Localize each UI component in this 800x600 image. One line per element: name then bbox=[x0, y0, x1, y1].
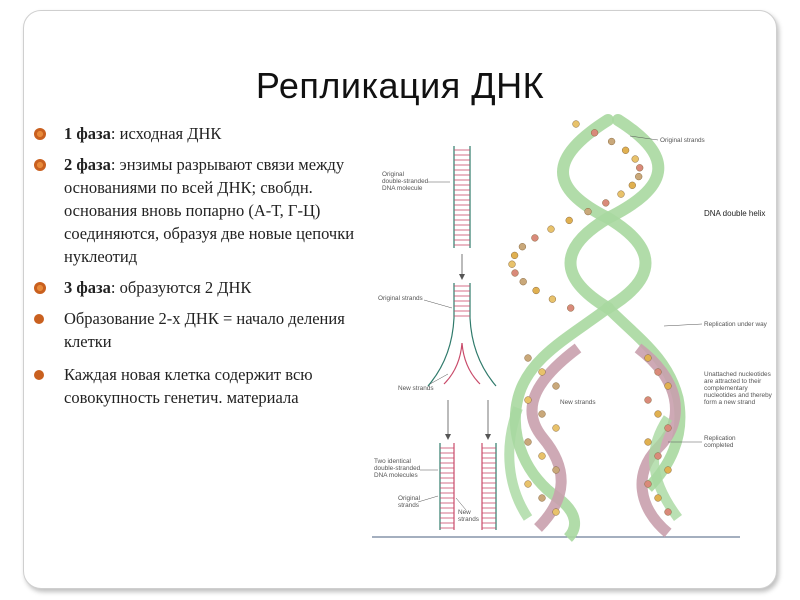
bullet-cell-division bbox=[34, 307, 364, 353]
nucleotide-base bbox=[567, 305, 574, 312]
nucleotide-base bbox=[533, 287, 540, 294]
nucleotide-base bbox=[519, 243, 526, 250]
nucleotide-base bbox=[525, 439, 532, 446]
nucleotide-base bbox=[509, 261, 516, 268]
label-original-strands-2a: Original bbox=[398, 495, 421, 502]
nucleotide-base bbox=[636, 164, 643, 171]
label-unattached-5: form a new strand bbox=[704, 399, 756, 406]
label-unattached-3: complementary bbox=[704, 385, 748, 392]
nucleotide-base bbox=[553, 467, 560, 474]
nucleotide-base bbox=[665, 383, 672, 390]
label-two-identical-1: Two identical bbox=[374, 458, 411, 465]
label-two-identical-3: DNA molecules bbox=[374, 472, 418, 479]
nucleotide-base bbox=[655, 495, 662, 502]
label-replication-completed-2: completed bbox=[704, 442, 734, 449]
replication-fork bbox=[428, 283, 496, 386]
nucleotide-base bbox=[553, 509, 560, 516]
daughter-ladder-left bbox=[440, 443, 454, 530]
nucleotide-base bbox=[525, 481, 532, 488]
orange-dot-bullet-icon bbox=[34, 314, 44, 324]
nucleotide-base bbox=[622, 147, 629, 154]
nucleotide-base bbox=[645, 439, 652, 446]
nucleotide-base bbox=[549, 296, 556, 303]
nucleotide-base bbox=[539, 453, 546, 460]
nucleotide-base bbox=[632, 156, 639, 163]
label-helix-new-strands: New strands bbox=[560, 399, 596, 406]
label-original-molecule-2: double-stranded bbox=[382, 178, 429, 185]
nucleotide-base bbox=[629, 182, 636, 189]
bullet-text: Каждая новая клетка содержит всю совокупность генетич. материала bbox=[64, 365, 313, 407]
nucleotide-base bbox=[553, 425, 560, 432]
dna-helix-illustration bbox=[509, 120, 680, 538]
orange-star-bullet-icon bbox=[34, 282, 46, 294]
bullet-bold: 1 фаза bbox=[64, 124, 111, 143]
label-replication-under-way: Replication under way bbox=[704, 321, 767, 328]
nucleotide-base bbox=[645, 355, 652, 362]
nucleotide-base bbox=[655, 369, 662, 376]
nucleotide-base bbox=[511, 252, 518, 259]
daughter-ladder-right bbox=[482, 443, 496, 530]
bullet-list bbox=[34, 122, 364, 417]
nucleotide-base bbox=[665, 467, 672, 474]
bullet-text: Образование 2-х ДНК = начало деления клетки bbox=[64, 309, 345, 351]
nucleotide-base bbox=[602, 200, 609, 207]
nucleotide-base bbox=[665, 509, 672, 516]
nucleotide-base bbox=[573, 121, 580, 128]
bullet-bold: 3 фаза bbox=[64, 278, 111, 297]
nucleotide-base bbox=[525, 397, 532, 404]
label-new-strands-2a: New bbox=[458, 509, 471, 516]
bullet-phase-3 bbox=[34, 276, 364, 299]
label-new-strands: New strands bbox=[398, 385, 434, 392]
nucleotide-base bbox=[566, 217, 573, 224]
nucleotide-base bbox=[548, 226, 555, 233]
nucleotide-base bbox=[512, 270, 519, 277]
nucleotide-base bbox=[635, 173, 642, 180]
label-original-molecule-3: DNA molecule bbox=[382, 185, 423, 192]
nucleotide-base bbox=[520, 278, 527, 285]
label-original-strands: Original strands bbox=[378, 295, 423, 302]
nucleotide-base bbox=[665, 425, 672, 432]
bullet-text: : исходная ДНК bbox=[110, 124, 222, 143]
diagram-svg bbox=[368, 118, 772, 542]
nucleotide-base bbox=[539, 411, 546, 418]
nucleotide-base bbox=[525, 355, 532, 362]
label-replication-completed-1: Replication bbox=[704, 435, 736, 442]
label-unattached-1: Unattached nucleotides bbox=[704, 371, 771, 378]
label-dna-double-helix: DNA double helix bbox=[704, 209, 766, 218]
bullet-genetic-material bbox=[34, 363, 364, 409]
bullet-phase-2 bbox=[34, 153, 364, 268]
nucleotide-base bbox=[585, 208, 592, 215]
label-original-strands-2b: strands bbox=[398, 502, 419, 509]
orange-dot-bullet-icon bbox=[34, 370, 44, 380]
nucleotide-base bbox=[655, 411, 662, 418]
nucleotide-base bbox=[608, 138, 615, 145]
label-helix-original-strands: Original strands bbox=[660, 137, 705, 144]
nucleotide-base bbox=[539, 369, 546, 376]
bullet-phase-1 bbox=[34, 122, 364, 145]
nucleotide-base bbox=[645, 481, 652, 488]
bullet-text: : энзимы разрывают связи между основаниями по всей ДНК; свобдн. основания вновь попарно (А-Т, Г-Ц) соединяются, образуя две новые цепочки нуклеотид bbox=[64, 155, 355, 266]
label-original-molecule-1: Original bbox=[382, 171, 405, 178]
slide-title: Репликация ДНК bbox=[255, 65, 545, 106]
label-unattached-2: are attracted to their bbox=[704, 378, 762, 385]
nucleotide-base bbox=[618, 191, 625, 198]
dna-replication-diagram bbox=[368, 118, 772, 542]
nucleotide-base bbox=[645, 397, 652, 404]
nucleotide-base bbox=[553, 383, 560, 390]
original-ladder bbox=[454, 146, 470, 248]
nucleotide-base bbox=[655, 453, 662, 460]
orange-star-bullet-icon bbox=[34, 128, 46, 140]
bullet-bold: 2 фаза bbox=[64, 155, 111, 174]
nucleotide-base bbox=[532, 235, 539, 242]
label-two-identical-2: double-stranded bbox=[374, 465, 421, 472]
nucleotide-base bbox=[591, 129, 598, 136]
label-unattached-4: nucleotides and thereby bbox=[704, 392, 772, 399]
nucleotide-base bbox=[539, 495, 546, 502]
label-new-strands-2b: strands bbox=[458, 516, 479, 523]
bullet-text: : образуются 2 ДНК bbox=[110, 278, 252, 297]
orange-star-bullet-icon bbox=[34, 159, 46, 171]
